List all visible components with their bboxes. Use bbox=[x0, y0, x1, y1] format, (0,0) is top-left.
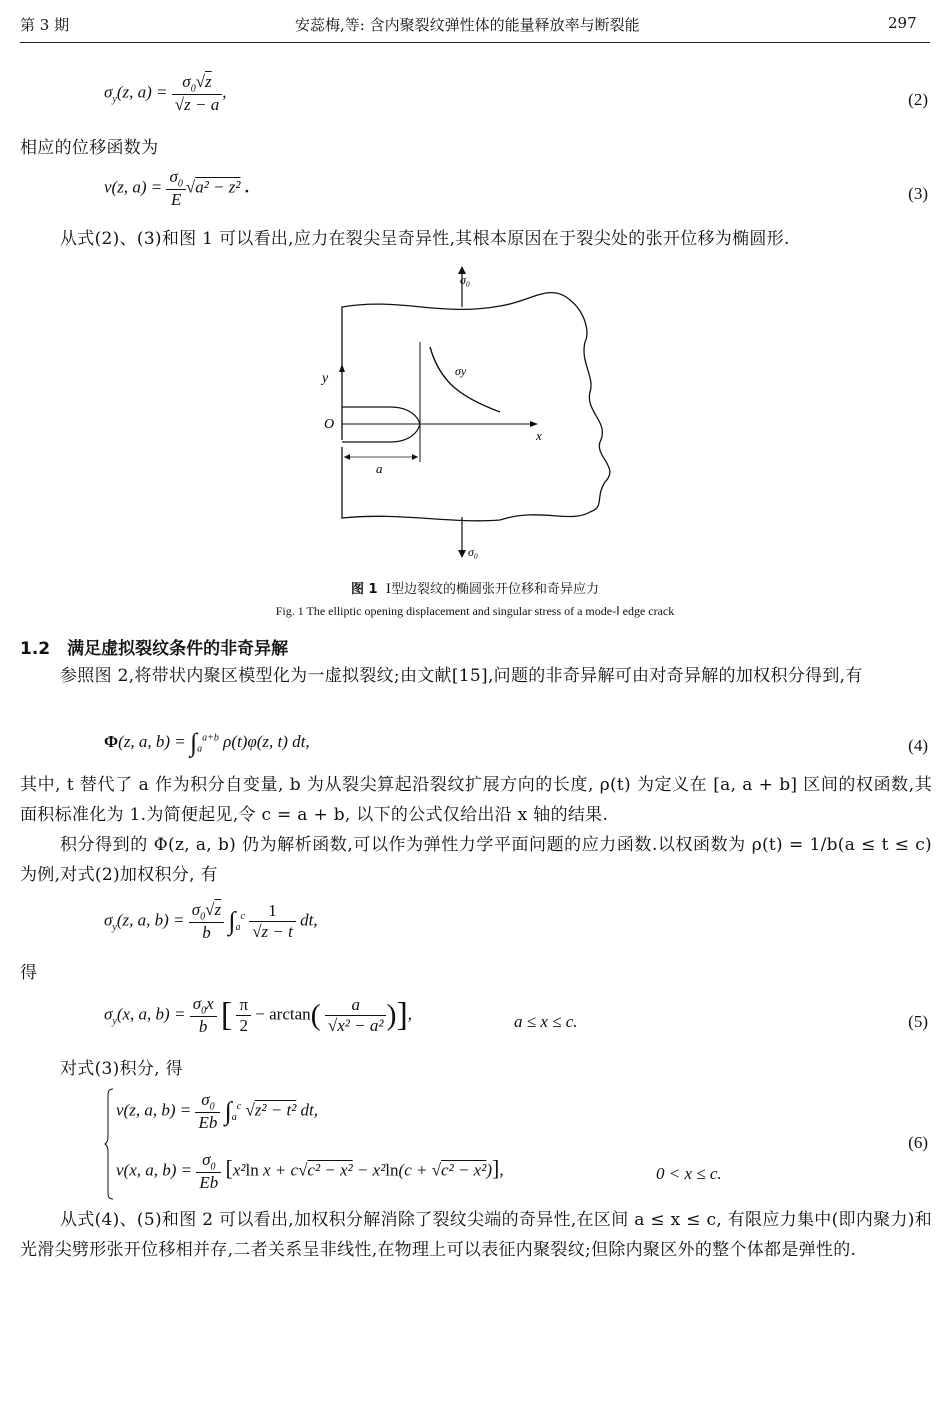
origin-label: O bbox=[324, 417, 335, 432]
x-arrowhead bbox=[530, 421, 538, 427]
stress-curve bbox=[430, 347, 500, 412]
running-title: 安蕊梅,等: 含内聚裂纹弹性体的能量释放率与断裂能 bbox=[295, 16, 640, 34]
equation-6b: v(x, a, b) = $\frac{\sigma_0}{Eb}$ [x²ln x + c√c² − x² − x²ln(c + √c² − x²)], bbox=[116, 1150, 504, 1193]
y-arrowhead bbox=[339, 364, 345, 372]
paragraph-displacement: 相应的位移函数为 bbox=[20, 138, 159, 158]
equation-4: Φ(z, a, $b) = \int_a^{a+b}$ ρ(t)φ(z, t) dt, bbox=[104, 728, 310, 757]
figure-1-diagram bbox=[300, 262, 640, 572]
equation-5-range: a ≤ x ≤ c. bbox=[514, 1012, 578, 1031]
issue-number: 第 3 期 bbox=[20, 16, 70, 34]
dimension-a-label: a bbox=[376, 461, 383, 476]
equation-3: v(z, a) = $\frac{\sigma_0}{E}$ √a² − z² . bbox=[104, 167, 249, 210]
paragraph-where: 其中, t 替代了 a 作为积分自变量, b 为从裂尖算起沿裂纹扩展方向的长度, ρ(t) 为定义在 [a, a + b] 区间的权函数,其面积标准化为 1.为简便起见,令 c = a + b, 以下的公式仅给出沿 x 轴的结果. bbox=[20, 775, 932, 825]
equation-2: $\sigma_y(z$, a) = $\frac{\sigma_0√z}{√z - a}$ , bbox=[104, 72, 227, 115]
equation-6-range: 0 < x ≤ c. bbox=[656, 1164, 722, 1183]
equation-6-brace bbox=[104, 1088, 114, 1200]
equation-number-4: (4) bbox=[908, 736, 928, 755]
page-number: 297 bbox=[888, 14, 917, 32]
bottom-arrowhead bbox=[458, 550, 466, 558]
x-axis-label: x bbox=[536, 428, 542, 443]
sigma-bottom-label: σ₀ bbox=[468, 545, 479, 559]
paragraph-integrate-3: 对式(3)积分, 得 bbox=[60, 1059, 183, 1079]
equation-5: $\sigma_y(x$, a, b) = $\frac{\sigma_0x}{b}$ [ $\frac{\pi}{2}$ − arctan( $\frac{a}{\text{√x² − a²}}$ )], bbox=[104, 994, 413, 1037]
figure-caption-cn bbox=[0, 578, 950, 597]
paragraph-de: 得 bbox=[20, 963, 38, 983]
header-rule bbox=[20, 42, 930, 43]
equation-number-3: (3) bbox=[908, 184, 928, 203]
paragraph-analytic: 积分得到的 Φ(z, a, b) 仍为解析函数,可以作为弹性力学平面问题的应力函数.以权函数为 ρ(t) = 1/b(a ≤ t ≤ c) 为例,对式(2)加权积分, 有 bbox=[20, 835, 932, 885]
figure-caption-en: Fig. 1 The elliptic opening displacement and singular stress of a mode-Ⅰ edge crack bbox=[275, 604, 675, 618]
equation-number-5: (5) bbox=[908, 1012, 928, 1031]
paragraph-conclusion-1: 从式(2)、(3)和图 1 可以看出,应力在裂尖呈奇异性,其根本原因在于裂尖处的张开位移为椭圆形. bbox=[60, 229, 790, 249]
equation-number-2: (2) bbox=[908, 90, 928, 109]
sigma-top-label: σ₀ bbox=[460, 273, 471, 287]
paragraph-reference: 参照图 2,将带状内聚区模型化为一虚拟裂纹;由文献[15],问题的非奇异解可由对奇异解的加权积分得到,有 bbox=[60, 666, 863, 686]
equation-6a: v(z, a, b) = $\frac{\sigma_0}{Eb}$ $\int_a^c$ √z² − t² dt, bbox=[116, 1090, 319, 1133]
equation-number-6: (6) bbox=[908, 1133, 928, 1152]
caption-cn-text: Ⅰ型边裂纹的椭圆张开位移和奇异应力 bbox=[385, 582, 599, 597]
y-axis-label: y bbox=[322, 371, 329, 386]
equation-weighted: $\sigma_y(z$, a, b) = $\frac{\sigma_0√z}{b}$ $\int_a^c$ $\frac{1}{√z - t}$ dt, bbox=[104, 900, 318, 943]
figure-label: 图 1 bbox=[351, 582, 378, 597]
sigma-y-label: σy bbox=[455, 364, 467, 378]
section-heading: 1.2 满足虚拟裂纹条件的非奇异解 bbox=[20, 639, 289, 659]
paragraph-final: 从式(4)、(5)和图 2 可以看出,加权积分解消除了裂纹尖端的奇异性,在区间 a ≤ x ≤ c, 有限应力集中(即内聚力)和光滑尖劈形张开位移相并存,二者关系呈非线性,在物理上可以表征内聚裂纹;但除内聚区外的整个体都是弹性的. bbox=[20, 1210, 932, 1260]
